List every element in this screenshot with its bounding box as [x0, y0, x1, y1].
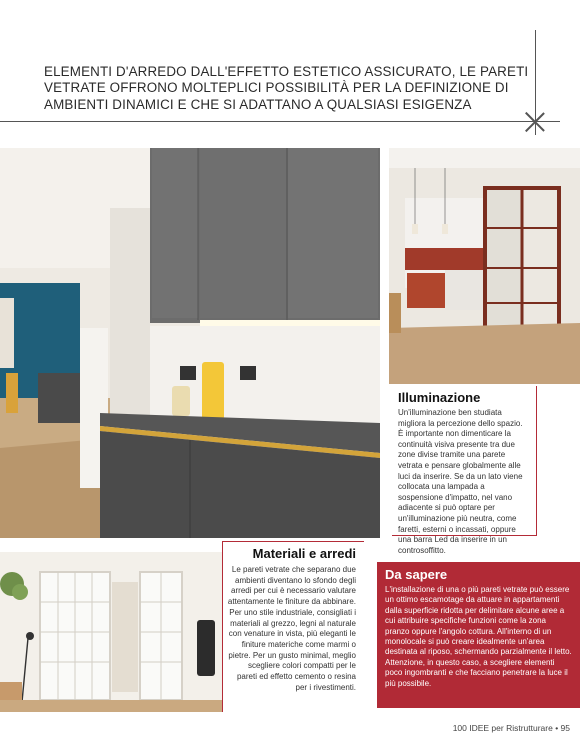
header-horizontal-rule [0, 121, 560, 122]
materiali-box [222, 541, 364, 712]
materiali-body: Le pareti vetrate che separano due ambienti diventano lo sfondo degli arredi per cui è necessario valutare attentamente le finiture da abbinare. Per uno stile industriale, consigliati i materiali al grezzo, legni al naturale con venature in vista, più eleganti le finiture materiche come marmi o pietre. Per un gusto minimal, meglio scegliere colori compatti per le pareti ed effetto cemento o resina per i rivestimenti. [227, 565, 356, 692]
da-sapere-title: Da sapere [385, 567, 448, 582]
da-sapere-box [377, 562, 580, 708]
illuminazione-box [392, 386, 537, 555]
da-sapere-body: L'installazione di una o più pareti vetrate può essere un ottimo escamotage da attuare in appartamenti dalla superficie ridotta per delimitare alcune aree a cui attribuire specifiche funzioni come la zona pranzo oppure l'angolo cottura. All'interno di un monolocale si può creare idealmente un'area destinata al riposo, schermando parzialmente il letto. Attenzione, in questo caso, a scegliere elementi poco ingombranti e che facciano penetrare la luce il più possibile. [385, 585, 572, 688]
page-headline: ELEMENTI D'ARREDO DALL'EFFETTO ESTETICO ASSICURATO, LE PARETI VETRATE OFFRONO MOLTEPLICI POSSIBILITÀ PER LA DEFINIZIONE DI AMBIENTI DINAMICI E CHE SI ADATTANO A QUALSIASI ESIGENZA [44, 64, 529, 112]
corner-cross-mark [524, 111, 546, 133]
materiali-title: Materiali e arredi [252, 546, 356, 561]
kitchen-photo [0, 148, 380, 538]
illuminazione-title: Illuminazione [398, 390, 481, 405]
illuminazione-body: Un'illuminazione ben studiata migliora la percezione dello spazio. È importante non dimenticare la continuità visiva presente tra due zone divise tramite una parete vetrata e pensare globalmente alle luci da inserire. Se da un lato viene collocata una lampada a sospensione d'impatto, nel vano adiacente si può optare per un'illuminazione più neutra, come faretti, esterni o incassati, oppure una barra Led da inserire in un controsoffitto. [398, 408, 523, 555]
page-footer: 100 IDEE per Ristrutturare • 95 [452, 723, 570, 733]
glass-partition-photo [389, 148, 580, 384]
arched-doors-photo [0, 552, 222, 712]
